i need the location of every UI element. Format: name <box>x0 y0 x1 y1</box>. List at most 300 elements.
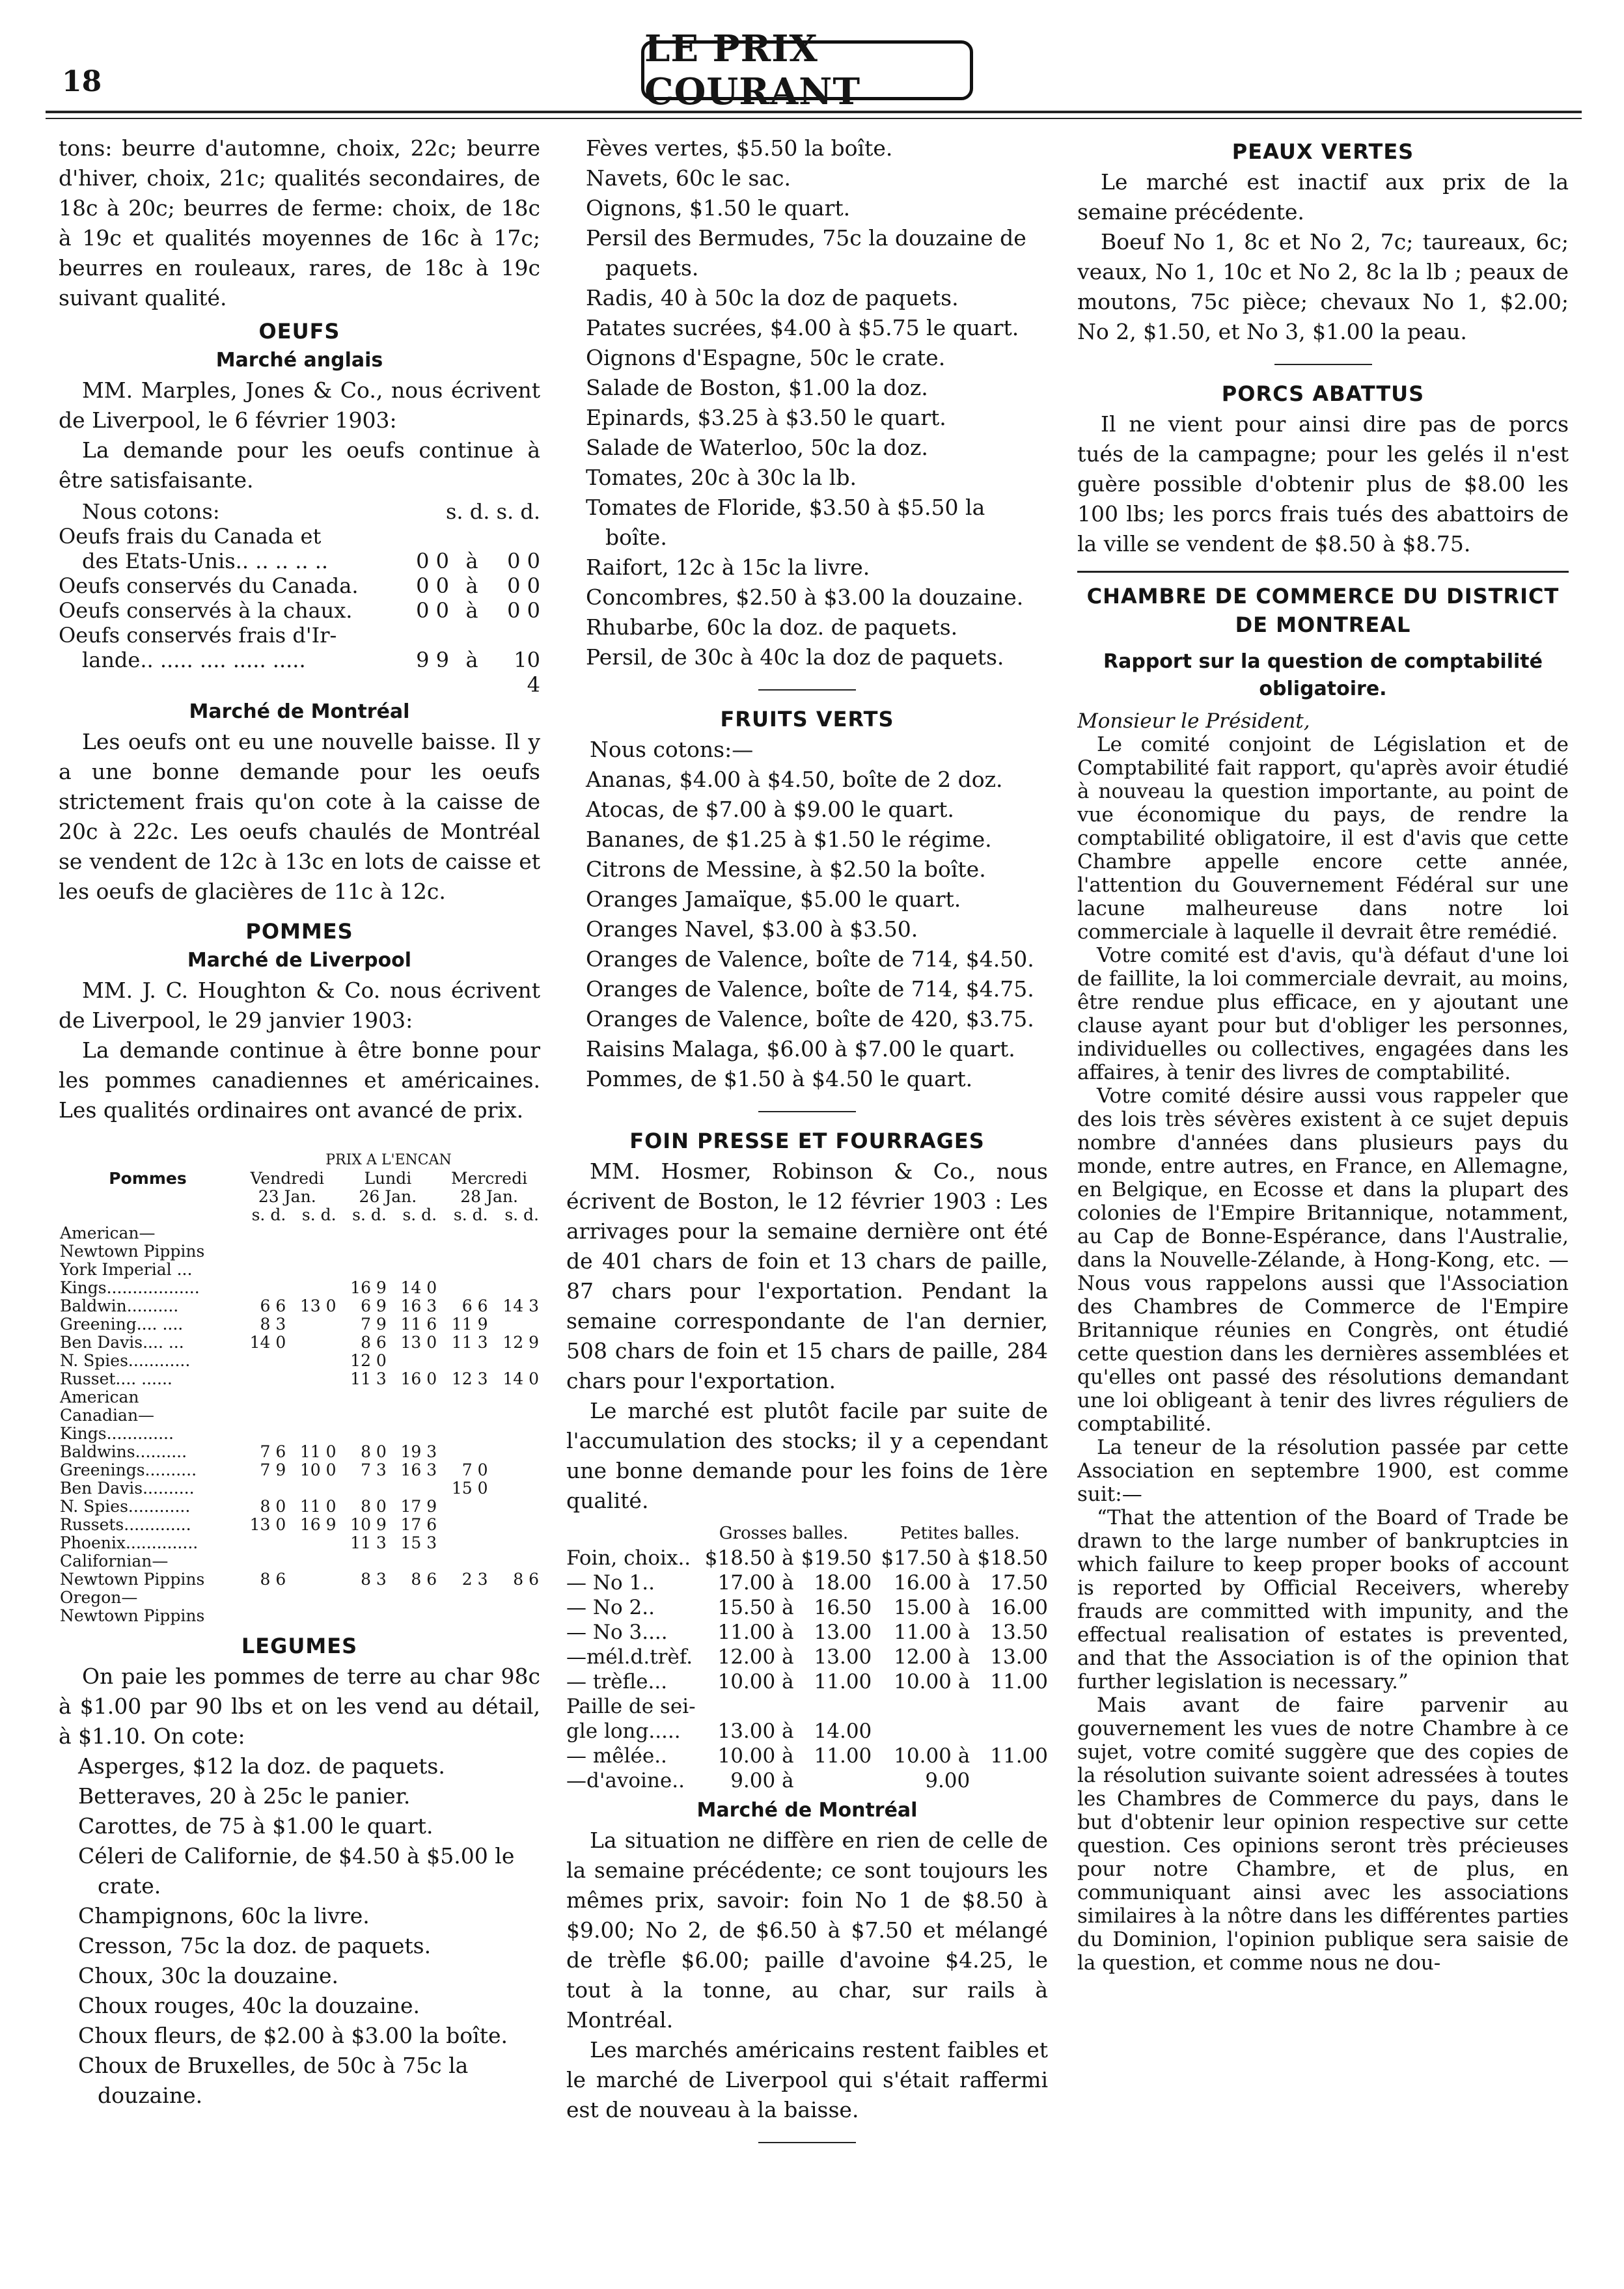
table-row <box>59 1242 540 1261</box>
apple-price <box>489 1406 540 1425</box>
day-header: Mercredi <box>451 1169 528 1188</box>
list-item: Radis, 40 à 50c la doz de paquets. <box>586 285 959 310</box>
hay-price: 10.00 à <box>717 1670 794 1693</box>
egg-price-from: 0 0 <box>416 573 449 598</box>
hay-price: $18.50 à <box>704 1546 794 1570</box>
list-item: Oignons, $1.50 le quart. <box>586 195 851 221</box>
apple-price: 11 3 <box>350 1369 387 1388</box>
hay-price: 16.00 <box>990 1596 1048 1619</box>
apple-price <box>489 1352 540 1370</box>
apple-variety: Baldwins.......... <box>60 1442 187 1461</box>
apple-price <box>338 1224 388 1242</box>
list-item: Raisins Malaga, $6.00 à $7.00 le quart. <box>586 1036 1015 1062</box>
list-item: Tomates, 20c à 30c la lb. <box>586 465 857 490</box>
hay-price <box>794 1694 872 1719</box>
apple-price <box>287 1534 337 1552</box>
table-row <box>566 1620 1048 1645</box>
apple-price <box>287 1315 337 1334</box>
apple-price: 2 3 <box>461 1570 488 1589</box>
apple-price <box>438 1425 489 1443</box>
unit-cell: s. d. <box>301 1205 337 1224</box>
egg-price-row <box>59 598 540 623</box>
apple-price <box>287 1589 337 1607</box>
apple-price <box>388 1589 438 1607</box>
apple-price <box>388 1552 438 1570</box>
column-1 <box>59 133 540 2111</box>
apple-price <box>438 1607 489 1625</box>
egg-price-header <box>59 499 540 524</box>
apple-price: 14 0 <box>502 1369 539 1388</box>
paragraph: Le marché est inactif aux prix de la semaine précédente. <box>1077 169 1569 225</box>
list-item: Ananas, $4.00 à $4.50, boîte de 2 doz. <box>586 767 1003 792</box>
masthead-logo <box>641 27 973 113</box>
apple-price <box>388 1261 438 1279</box>
apple-price <box>287 1479 337 1498</box>
column-3 <box>1077 133 1569 1975</box>
apple-variety: Greening.... .... <box>60 1315 184 1334</box>
apple-variety: Greenings.......... <box>60 1460 197 1479</box>
apple-price: 17 9 <box>400 1497 437 1516</box>
list-item: Persil des Bermudes, 75c la douzaine de paquets. <box>586 225 1026 281</box>
hay-price: 17.50 <box>990 1571 1048 1595</box>
hay-price-table <box>566 1521 1048 1793</box>
apple-auction-table <box>59 1151 540 1625</box>
column-2 <box>566 133 1048 2158</box>
list-item: Fèves vertes, $5.50 la boîte. <box>586 135 893 161</box>
butter-continued: tons: beurre d'automne, choix, 22c; beurre d'hiver, choix, 21c; qualités secondaires, de 18c à 20c; beurres de ferme: choix, de 18c à 19c et qualités moyennes de 16c à 17c; beurres en rouleaux, rares, de 18c à 19c suivant qualité. <box>59 135 540 310</box>
list-item: Choux de Bruxelles, de 50c à 75c la douzaine. <box>78 2053 469 2108</box>
hay-price <box>794 1768 872 1793</box>
table-row <box>566 1719 1048 1744</box>
apple-price <box>237 1388 287 1406</box>
apple-price <box>438 1589 489 1607</box>
table-row <box>59 1388 540 1406</box>
table-row <box>566 1744 1048 1768</box>
apple-price <box>388 1242 438 1261</box>
hay-grade: Paille de sei- <box>566 1695 696 1718</box>
table-row <box>59 1570 540 1589</box>
egg-price-sep <box>449 623 495 648</box>
apple-price: 19 3 <box>400 1442 437 1461</box>
apple-price: 11 0 <box>299 1442 337 1461</box>
apple-price: 14 0 <box>400 1278 437 1297</box>
table-row <box>59 1315 540 1334</box>
hay-price: 11.00 <box>814 1670 872 1693</box>
apple-price: 12 9 <box>502 1333 539 1352</box>
apple-price <box>237 1261 287 1279</box>
subtitle-rapport: Rapport sur la question de comptabilité obligatoire. <box>1103 650 1543 700</box>
egg-price-row <box>59 573 540 598</box>
hay-grade: — trèfle... <box>566 1670 668 1693</box>
hay-price: 11.00 <box>990 1744 1048 1768</box>
paragraph: MM. Marples, Jones & Co., nous écrivent de Liverpool, le 6 février 1903: <box>59 377 540 433</box>
paragraph: MM. Hosmer, Robinson & Co., nous écrivent de Boston, le 12 février 1903 : Les arrivages pour la semaine dernière ont été de 401 chars de foin et 13 chars de paille, 87 chars pour l'exportation. Pendant la semaine correspondante de l'an dernier, 508 chars de foin et 15 chars de paille, 284 chars pour l'exportation. <box>566 1158 1048 1393</box>
section-title-oeufs: OEUFS <box>258 319 340 344</box>
unit-cell: s. d. <box>352 1205 387 1224</box>
apple-variety: Ben Davis.... ... <box>60 1333 184 1352</box>
list-item: Tomates de Floride, $3.50 à $5.50 la boîte. <box>586 495 985 550</box>
egg-price-to: 0 0 <box>507 598 540 623</box>
egg-price-sep: à <box>465 648 478 672</box>
apple-price <box>287 1224 337 1242</box>
egg-price-to <box>495 623 540 648</box>
hay-price: 12.00 à <box>717 1645 794 1669</box>
list-item: Oranges de Valence, boîte de 420, $3.75. <box>586 1006 1034 1032</box>
apple-price <box>489 1425 540 1443</box>
paragraph: La demande pour les oeufs continue à être satisfaisante. <box>59 437 540 493</box>
cotons-label: Nous cotons: <box>82 499 220 524</box>
hay-price: 11.00 <box>990 1670 1048 1693</box>
paragraph: Mais avant de faire parvenir au gouvernement les vues de notre Chambre à ce sujet, votre comité suggère que des copies de la résolution suivante soient adressées à toutes les Chambres de Commerce du pays, dans le but d'obtenir leur opinion respective sur cette question. Ces opinions seront très précieuses pour notre Chambre, et de plus, en communiquant ainsi avec les associations similaires à la nôtre dans les différentes parties du Dominion, l'opinion publique sera saisie de la question, et comme nous ne dou- <box>1077 1693 1569 1975</box>
apple-price <box>438 1534 489 1552</box>
table-row <box>59 1516 540 1534</box>
apple-price <box>388 1388 438 1406</box>
egg-label: Oeufs conservés frais d'Ir- <box>59 623 337 648</box>
apple-price <box>338 1589 388 1607</box>
list-item: Choux fleurs, de $2.00 à $3.00 la boîte. <box>78 2023 508 2048</box>
hay-price: $17.50 à <box>881 1546 970 1570</box>
apple-price <box>338 1425 388 1443</box>
egg-price-from: 0 0 <box>416 549 449 573</box>
list-item: Concombres, $2.50 à $3.00 la douzaine. <box>586 584 1024 610</box>
apple-price: 16 0 <box>400 1369 437 1388</box>
apple-variety: York Imperial ... <box>60 1260 193 1279</box>
apple-variety: N. Spies............ <box>60 1497 191 1516</box>
apple-price <box>237 1352 287 1370</box>
hay-price: 15.00 à <box>894 1596 970 1619</box>
egg-price-sep: à <box>465 573 478 598</box>
paragraph: On paie les pommes de terre au char 98c à $1.00 par 90 lbs et on les vend au détail, à $1.10. On cote: <box>59 1664 540 1749</box>
egg-price-from <box>404 524 449 549</box>
table-row <box>59 1607 540 1625</box>
hay-grade: Foin, choix.. <box>566 1546 691 1570</box>
apple-price <box>338 1261 388 1279</box>
apple-price <box>438 1516 489 1534</box>
apple-price: 7 0 <box>461 1460 488 1479</box>
apple-price: 7 3 <box>361 1460 387 1479</box>
apple-price: 10 0 <box>299 1460 337 1479</box>
table-row <box>59 1589 540 1607</box>
list-item: Carottes, de 75 à $1.00 le quart. <box>78 1813 434 1839</box>
apple-price <box>489 1242 540 1261</box>
list-item: Oignons d'Espagne, 50c le crate. <box>586 345 946 370</box>
apple-price: 7 9 <box>260 1460 286 1479</box>
apple-variety: Ben Davis.......... <box>60 1479 195 1498</box>
hay-head: Petites balles. <box>900 1524 1020 1543</box>
apple-price: 8 6 <box>260 1570 286 1589</box>
apple-variety: Kings.................. <box>60 1278 200 1297</box>
apple-price <box>489 1261 540 1279</box>
fruits-intro: Nous cotons:— <box>590 737 754 762</box>
hay-price: 17.00 à <box>717 1571 794 1595</box>
hay-price: 11.00 à <box>717 1621 794 1644</box>
list-item: Asperges, $12 la doz. de paquets. <box>78 1753 445 1779</box>
section-divider <box>758 1111 856 1112</box>
egg-label: lande.. ..... .... ..... ..... <box>82 648 306 672</box>
hay-price: 9.00 à <box>730 1769 794 1792</box>
table-row <box>566 1546 1048 1570</box>
apple-price <box>438 1388 489 1406</box>
apple-price: 15 3 <box>400 1533 437 1552</box>
apple-variety: Newtown Pippins <box>60 1242 205 1261</box>
table-row <box>566 1768 1048 1793</box>
hay-price <box>970 1768 1048 1793</box>
list-item: Choux, 30c la douzaine. <box>78 1963 339 1988</box>
apple-variety: Russet.... ...... <box>60 1369 172 1388</box>
apple-variety: Newtown Pippins <box>60 1570 205 1589</box>
hay-price: 9.00 <box>925 1769 970 1792</box>
hay-price <box>970 1719 1048 1744</box>
apple-price: 13 0 <box>249 1515 286 1534</box>
hay-price <box>970 1694 1048 1719</box>
apple-price: 16 9 <box>350 1278 387 1297</box>
egg-price-from: 0 0 <box>416 598 449 623</box>
apple-price: 13 0 <box>299 1296 337 1315</box>
paragraph: Le comité conjoint de Législation et de Comptabilité fait rapport, qu'après avoir étudié à nouveau la question importante, au point de vue économique du pays, de rendre la comptabilité obligatoire, il est d'avis que cette Chambre appelle encore cette année, l'attention du Gouvernement Fédéral sur une lacune malheureuse dans notre loi commerciale à laquelle il devrait être remédié. <box>1077 733 1569 944</box>
table-row <box>59 1406 540 1425</box>
apple-variety: Baldwin.......... <box>60 1296 179 1315</box>
vegetable-list <box>59 1751 540 2111</box>
apple-price: 6 6 <box>461 1296 488 1315</box>
vegetable-list-continued <box>566 133 1048 672</box>
apple-price <box>438 1443 489 1461</box>
hay-grade: —mél.d.trèf. <box>566 1645 693 1669</box>
apple-price: 10 9 <box>350 1515 387 1534</box>
apple-price: 12 0 <box>350 1351 387 1370</box>
apple-price <box>438 1224 489 1242</box>
list-item: Oranges Navel, $3.00 à $3.50. <box>586 916 918 942</box>
salutation: Monsieur le Président, <box>1077 709 1310 733</box>
table-row <box>59 1534 540 1552</box>
list-item: Pommes, de $1.50 à $4.50 le quart. <box>586 1066 973 1091</box>
apple-price <box>489 1443 540 1461</box>
apple-price <box>287 1552 337 1570</box>
table-row <box>59 1443 540 1461</box>
apple-variety: Phoenix.............. <box>60 1533 199 1552</box>
apple-price: 8 0 <box>361 1497 387 1516</box>
list-item: Oranges Jamaïque, $5.00 le quart. <box>586 886 961 912</box>
apple-price <box>489 1461 540 1479</box>
apple-variety: Oregon— <box>60 1588 138 1607</box>
fruit-list <box>566 765 1048 1094</box>
table-row <box>59 1297 540 1315</box>
hay-grade: — No 1.. <box>566 1571 655 1595</box>
apple-price <box>237 1370 287 1388</box>
hay-price: 10.00 à <box>894 1744 970 1768</box>
apple-price <box>438 1261 489 1279</box>
paragraph: Votre comité désire aussi vous rappeler que des lois très sévères existent à ce sujet depuis nombre d'années dans plusieurs pays du monde, entre autres, en France, en Allemagne, en Belgique, en Ecosse et dans la plupart des colonies de l'Empire Britannique, notamment, au Cap de Bonne-Espérance, dans l'Australie, dans la Nouvelle-Zélande, à Hong-Kong, etc. — Nous vous rappelons aussi que l'Association des Chambres de Commerce de l'Empire Britannique réunies en Congrès, ont étudié cette question dans les dernières assemblées et qu'elles ont passé des résolutions demandant une loi obligeant à tenir des livres réguliers de comptabilité. <box>1077 1084 1569 1436</box>
apple-variety: Newtown Pippins <box>60 1606 205 1625</box>
apple-price <box>237 1589 287 1607</box>
apple-price: 11 3 <box>451 1333 488 1352</box>
hay-price <box>872 1719 970 1744</box>
apple-price <box>489 1388 540 1406</box>
header-rule <box>46 111 1582 113</box>
paragraph: La teneur de la résolution passée par cette Association en septembre 1900, est comme suit:— <box>1077 1436 1569 1506</box>
subtitle-marche-montreal: Marché de Montréal <box>696 1799 918 1822</box>
egg-price-list <box>59 524 540 697</box>
apple-price <box>489 1534 540 1552</box>
egg-price-row <box>59 549 540 573</box>
date-header: 23 Jan. <box>258 1187 316 1206</box>
egg-price-sep: à <box>465 598 478 623</box>
apple-price: 6 6 <box>260 1296 286 1315</box>
subtitle-marche-anglais: Marché anglais <box>215 349 383 372</box>
apple-price <box>237 1406 287 1425</box>
table-row <box>566 1595 1048 1620</box>
apple-price: 16 3 <box>400 1296 437 1315</box>
list-item: Cresson, 75c la doz. de paquets. <box>78 1933 432 1958</box>
apple-price: 14 3 <box>502 1296 539 1315</box>
section-divider <box>758 689 856 691</box>
apple-price <box>338 1388 388 1406</box>
apple-price: 11 3 <box>350 1533 387 1552</box>
page-number: 18 <box>62 65 102 98</box>
hay-price: 13.50 <box>990 1621 1048 1644</box>
hay-price: 10.00 à <box>894 1670 970 1693</box>
hay-price: 13.00 <box>814 1645 872 1669</box>
list-item: Raifort, 12c à 15c la livre. <box>586 555 870 580</box>
paragraph: Le marché est plutôt facile par suite de l'accumulation des stocks; il y a cependant une bonne demande pour les foins de 1ère qualité. <box>566 1398 1048 1513</box>
apple-price: 7 6 <box>260 1442 286 1461</box>
apple-price <box>489 1607 540 1625</box>
list-item: Persil, de 30c à 40c la doz de paquets. <box>586 644 1004 670</box>
apple-price <box>287 1352 337 1370</box>
apple-price <box>287 1334 337 1352</box>
apple-price <box>237 1479 287 1498</box>
apple-variety: Californian— <box>60 1552 169 1570</box>
table-row <box>566 1645 1048 1669</box>
egg-price-from: 9 9 <box>416 648 449 672</box>
quotation: “That the attention of the Board of Trade be drawn to the large number of bankruptcies in which failure to keep proper books of account is reported by Official Receivers, whereby frauds are committed with impunity, and the effectual realisation of estates is prevented, and that the Association is of the opinion that further legislation is necessary.” <box>1077 1506 1569 1693</box>
apple-price <box>438 1242 489 1261</box>
unit-cell: s. d. <box>504 1205 539 1224</box>
section-title-foin: FOIN PRESSE ET FOURRAGES <box>629 1129 985 1153</box>
hay-price: 15.50 à <box>717 1596 794 1619</box>
apple-price <box>287 1570 337 1589</box>
list-item: Patates sucrées, $4.00 à $5.75 le quart. <box>586 315 1019 340</box>
apple-price <box>338 1607 388 1625</box>
subtitle-marche-montreal: Marché de Montréal <box>189 700 410 723</box>
table-row <box>59 1461 540 1479</box>
section-divider <box>1077 571 1569 573</box>
apple-price <box>287 1261 337 1279</box>
apple-price: 14 0 <box>249 1333 286 1352</box>
apple-price <box>287 1388 337 1406</box>
hay-price <box>696 1694 794 1719</box>
table-row <box>566 1669 1048 1694</box>
list-item: Epinards, $3.25 à $3.50 le quart. <box>586 405 946 430</box>
apple-price: 8 0 <box>260 1497 286 1516</box>
apple-variety: Canadian— <box>60 1406 155 1425</box>
apple-price <box>287 1370 337 1388</box>
table-row <box>59 1370 540 1388</box>
day-header: Lundi <box>364 1169 412 1188</box>
table-row <box>59 1261 540 1279</box>
paragraph: Les oeufs ont eu une nouvelle baisse. Il y a une bonne demande pour les oeufs strictement frais qu'on cote à la caisse de 20c à 22c. Les oeufs chaulés de Montréal se vendent de 12c à 13c en lots de caisse et les oeufs de glacières de 11c à 12c. <box>59 729 540 904</box>
apple-price: 11 6 <box>400 1315 437 1334</box>
units-row <box>59 1206 540 1224</box>
apple-price: 11 9 <box>451 1315 488 1334</box>
hay-price: 14.00 <box>814 1720 872 1743</box>
table-row <box>59 1425 540 1443</box>
apple-price: 15 0 <box>451 1479 488 1498</box>
list-item: Salade de Boston, $1.00 la doz. <box>586 375 928 400</box>
paragraph: Il ne vient pour ainsi dire pas de porcs tués de la campagne; pour les gelés il n'est guère possible d'obtenir plus de $8.00 les 100 lbs; les porcs frais tués des abattoirs de la ville se vendent de $8.50 à $8.75. <box>1077 411 1569 556</box>
apple-variety: Russets............. <box>60 1515 191 1534</box>
hay-grade: — No 2.. <box>566 1596 655 1619</box>
masthead-text: LE PRIX COURANT <box>644 27 861 113</box>
apple-price <box>438 1279 489 1297</box>
apple-price <box>489 1315 540 1334</box>
apple-price <box>237 1242 287 1261</box>
date-header: 28 Jan. <box>460 1187 518 1206</box>
unit-cell: s. d. <box>251 1205 286 1224</box>
apple-price <box>489 1224 540 1242</box>
apple-price <box>237 1279 287 1297</box>
apple-price: 8 6 <box>513 1570 539 1589</box>
unit-cell: s. d. <box>453 1205 488 1224</box>
table-row <box>59 1334 540 1352</box>
section-title-chambre: CHAMBRE DE COMMERCE DU DISTRICT DE MONTREAL <box>1086 584 1560 637</box>
apple-variety: American <box>60 1388 139 1406</box>
list-item: Choux rouges, 40c la douzaine. <box>78 1993 420 2018</box>
hay-price: 16.50 <box>814 1596 872 1619</box>
report-body <box>1077 709 1569 1975</box>
day-header: Vendredi <box>250 1169 324 1188</box>
apple-variety: American— <box>60 1224 156 1242</box>
hay-price: 18.00 <box>814 1571 872 1595</box>
apple-price <box>489 1479 540 1498</box>
hay-price: $18.50 <box>977 1546 1048 1570</box>
egg-price-row <box>59 648 540 697</box>
apple-price: 13 0 <box>400 1333 437 1352</box>
hay-grade: gle long..... <box>566 1720 681 1743</box>
apple-price <box>489 1498 540 1516</box>
apple-price <box>438 1552 489 1570</box>
table-row <box>59 1498 540 1516</box>
apple-price: 6 9 <box>361 1296 387 1315</box>
header-rule-thin <box>46 118 1582 119</box>
apple-price <box>338 1479 388 1498</box>
paragraph: La situation ne diffère en rien de celle de la semaine précédente; ce sont toujours les mêmes prix, savoir: foin No 1 de $8.50 à $9.00; No 2, de $6.50 à $7.50 et mélangé de trèfle $6.00; paille d'avoine $4.25, le tout à la tonne, au char, sur rails à Montréal. <box>566 1828 1048 2033</box>
egg-label: Oeufs frais du Canada et <box>59 524 322 549</box>
hay-grade: — No 3.... <box>566 1621 668 1644</box>
table-row <box>566 1570 1048 1595</box>
hay-grade: — mêlée.. <box>566 1744 667 1768</box>
apple-price <box>489 1552 540 1570</box>
egg-price-row <box>59 524 540 549</box>
table-row <box>59 1224 540 1242</box>
list-item: Céleri de Californie, de $4.50 à $5.00 le crate. <box>78 1843 515 1898</box>
hay-price <box>872 1694 970 1719</box>
apple-price <box>237 1552 287 1570</box>
egg-price-to: 0 0 <box>507 549 540 573</box>
apple-price: 8 3 <box>260 1315 286 1334</box>
section-title-peaux: PEAUX VERTES <box>1232 139 1414 164</box>
egg-label: des Etats-Unis.. .. .. .. .. <box>82 549 329 573</box>
list-item: Oranges de Valence, boîte de 714, $4.75. <box>586 976 1034 1002</box>
apple-price <box>338 1406 388 1425</box>
egg-price-sep <box>449 524 495 549</box>
apple-price: 8 3 <box>361 1570 387 1589</box>
apple-price: 7 9 <box>361 1315 387 1334</box>
apple-price <box>489 1279 540 1297</box>
table-row <box>59 1479 540 1498</box>
apple-price <box>287 1425 337 1443</box>
date-header: 26 Jan. <box>359 1187 417 1206</box>
egg-price-to: 0 0 <box>507 573 540 598</box>
